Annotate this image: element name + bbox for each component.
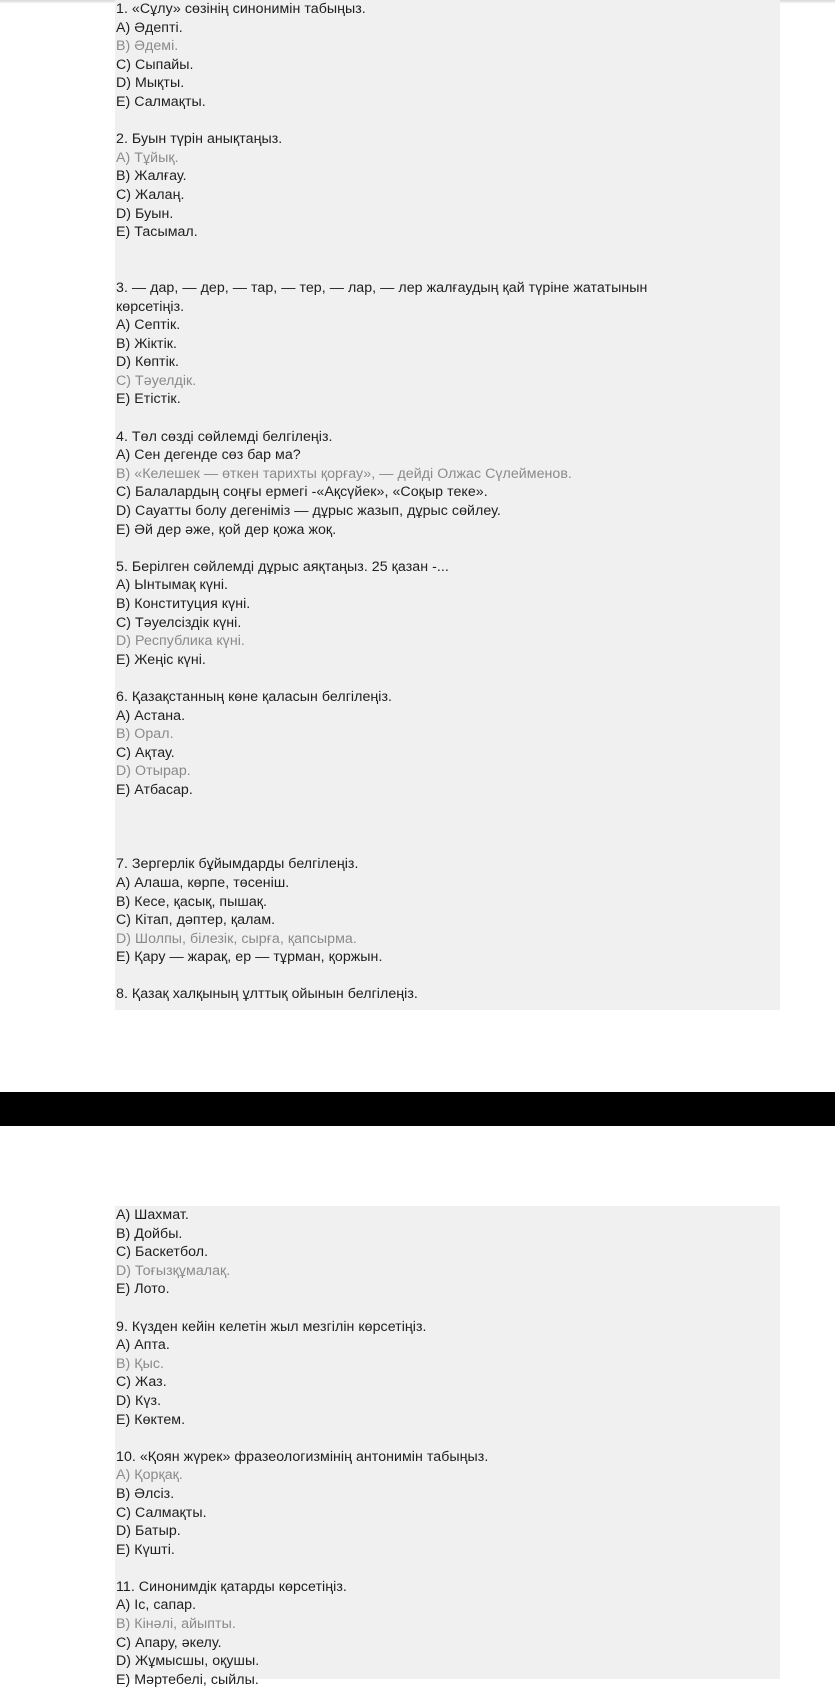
answer-option: D) Жұмысшы, оқушы. (116, 1653, 260, 1670)
answer-option: B) Әлсіз. (116, 1485, 175, 1502)
question (116, 985, 780, 1004)
answer-option: E) Атбасар. (116, 781, 193, 798)
answer-option: D) Тоғызқұмалақ. (116, 1262, 231, 1279)
question (116, 0, 780, 130)
answer-option: A) Ынтымақ күні. (116, 577, 229, 594)
answer-option: B) Конституция күні. (116, 596, 251, 612)
spacer (116, 967, 780, 986)
question-text: 7. Зергерлік бұйымдарды белгілеңіз. (116, 856, 359, 873)
answer-option: C) Балалардың соңғы ермегі -«Ақсүйек», «Соқыр теке». (116, 484, 488, 501)
answer-option: C) Тәуелсіздік күні. (116, 614, 242, 631)
answer-option: C) Баскетбол. (116, 1244, 209, 1261)
answer-option: A) Сен дегенде сөз бар ма? (116, 447, 301, 464)
question-text: 9. Күзден кейін келетін жыл мезгілін көрсетіңіз. (116, 1318, 427, 1335)
answer-option: E) Тасымал. (116, 224, 198, 241)
spacer (116, 539, 780, 558)
answer-option: E) Әй дер әже, қой дер қожа жоқ. (116, 521, 337, 538)
question-text: 4. Төл сөзді сөйлемді белгілеңіз. (116, 428, 333, 445)
spacer (116, 800, 780, 819)
spacer (116, 409, 780, 428)
answer-option: B) Кесе, қасық, пышақ. (116, 893, 268, 910)
question-text: 5. Берілген сөйлемді дұрыс аяқтаңыз. 25 қазан -... (116, 558, 449, 575)
answer-option: B) Әдемі. (116, 38, 179, 55)
spacer (116, 669, 780, 688)
answer-option: E) Күшті. (116, 1541, 175, 1558)
answer-option: D) Шолпы, білезік, сырға, қапсырма. (116, 930, 357, 947)
page-section-2 (115, 1206, 780, 1688)
answer-option: D) Республика күні. (116, 633, 245, 650)
answer-option: C) Ақтау. (116, 744, 175, 761)
answer-option: B) Жалғау. (116, 168, 187, 185)
spacer (116, 112, 780, 131)
answer-option: E) Қару — жарақ, ер — тұрман, қоржын. (116, 949, 383, 966)
spacer (116, 242, 780, 261)
question (116, 1318, 780, 1448)
answer-option: C) Сыпайы. (116, 56, 194, 73)
question (116, 130, 780, 279)
question-text: 1. «Сұлу» сөзінің синонимін табыңыз. (116, 1, 366, 17)
answer-option: E) Етістік. (116, 391, 181, 408)
answer-option: B) Дойбы. (116, 1225, 183, 1242)
answer-option: E) Мәртебелі, сыйлы. (116, 1671, 259, 1688)
page-section-1 (115, 0, 780, 1010)
answer-option: C) Салмақты. (116, 1504, 207, 1521)
answer-option: A) Тұйық. (116, 149, 179, 166)
answer-option: A) Әдепті. (116, 19, 183, 36)
question-text: 2. Буын түрін анықтаңыз. (116, 131, 283, 148)
spacer (116, 818, 780, 837)
answer-option: E) Жеңіс күні. (116, 651, 206, 668)
question-text: 10. «Қоян жүрек» фразеологизмінің антонимін табыңыз. (116, 1448, 489, 1465)
answer-option: C) Тәуелдік. (116, 372, 197, 389)
question-text: 11. Синонимдік қатарды көрсетіңіз. (116, 1578, 347, 1595)
answer-option: A) Септік. (116, 317, 181, 334)
question-text: 8. Қазақ халқының ұлттық ойынын белгілеңіз. (116, 986, 418, 1003)
answer-option: B) Орал. (116, 726, 174, 743)
answer-option: D) Отырар. (116, 763, 191, 780)
answer-option: E) Көктем. (116, 1411, 186, 1428)
answer-option: A) Астана. (116, 707, 186, 724)
answer-option: B) «Келешек — өткен тарихты қорғау», — дейді Олжас Сүлейменов. (116, 465, 572, 482)
answer-option: A) Қорқақ. (116, 1467, 183, 1484)
answer-option: D) Мықты. (116, 75, 185, 92)
question-text-cont: көрсетіңіз. (116, 298, 185, 315)
spacer (116, 260, 780, 279)
answer-option: C) Кітап, дәптер, қалам. (116, 912, 276, 929)
answer-option: A) Алаша, көрпе, төсеніш. (116, 874, 290, 891)
spacer (116, 837, 780, 856)
question (116, 1206, 780, 1318)
question (116, 279, 780, 428)
spacer (116, 1559, 780, 1578)
answer-option: A) Апта. (116, 1337, 170, 1354)
answer-option: C) Жалаң. (116, 186, 185, 203)
question (116, 1578, 780, 1689)
answer-option: B) Кінәлі, айыпты. (116, 1616, 236, 1633)
question (116, 855, 780, 985)
answer-option: D) Көптік. (116, 354, 180, 371)
question (116, 558, 780, 688)
spacer (116, 1299, 780, 1318)
answer-option: D) Күз. (116, 1392, 162, 1409)
question-text: 3. — дар, — дер, — тар, — тер, — лар, — лер жалғаудың қай түріне жататынын (116, 279, 648, 296)
answer-option: D) Сауатты болу дегеніміз — дұрыс жазып, дұрыс сөйлеу. (116, 503, 501, 520)
answer-option: D) Буын. (116, 205, 174, 222)
answer-option: C) Жаз. (116, 1374, 167, 1391)
answer-option: A) Шахмат. (116, 1207, 189, 1223)
question (116, 688, 780, 855)
answer-option: E) Лото. (116, 1281, 170, 1298)
question (116, 1448, 780, 1578)
answer-option: A) Іс, сапар. (116, 1597, 197, 1614)
answer-option: E) Салмақты. (116, 93, 206, 110)
page-separator (0, 1092, 835, 1126)
question (116, 428, 780, 558)
question-text: 6. Қазақстанның көне қаласын белгілеңіз. (116, 688, 393, 705)
spacer (116, 1429, 780, 1448)
answer-option: D) Батыр. (116, 1523, 181, 1540)
answer-option: B) Қыс. (116, 1355, 164, 1372)
answer-option: B) Жіктік. (116, 335, 178, 352)
answer-option: C) Апару, әкелу. (116, 1634, 222, 1651)
